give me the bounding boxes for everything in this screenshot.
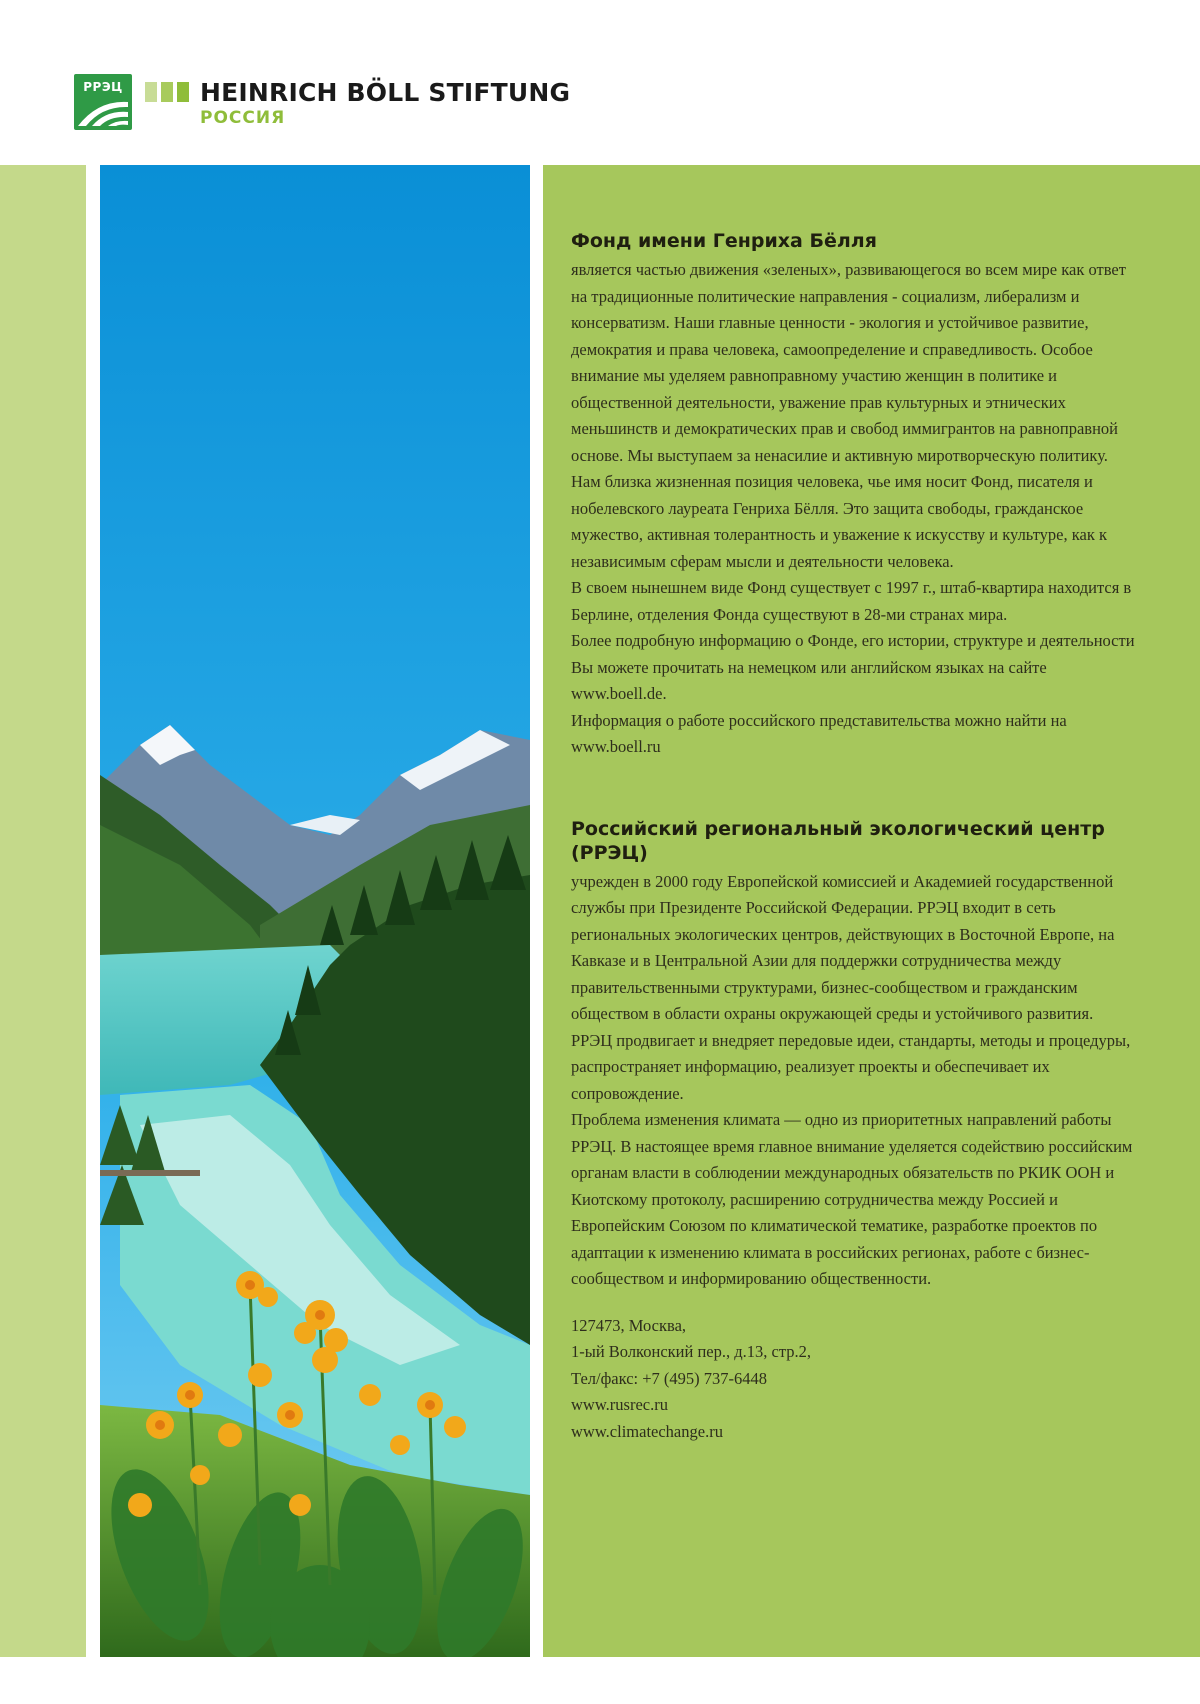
section2-paragraph: Проблема изменения климата — одно из приоритетных направлений работы РРЭЦ. В настоящее время главное внимание уделяется содействию российским органам власти в соблюдении международных обязательств по РКИК ООН и Киотскому протоколу, расширению сотрудничества между Россией и Европейским Союзом по климатической тематике, разработке проектов по адаптации к изменению климата в российских регионах, работе с бизнес-сообществом и информированию общественности. xyxy=(571,1110,1133,1288)
section1-title: Фонд имени Генриха Бёлля xyxy=(571,230,877,252)
section1-paragraph: Нам близка жизненная позиция человека, чье имя носит Фонд, писателя и нобелевского лауреата Генриха Бёлля. Это защита свободы, гражданское мужество, активная толерантность и уважение к искусству и культуре, как к независимым сферам мысли и деятельности человека. xyxy=(571,472,1108,571)
section1-paragraph: В своем нынешнем виде Фонд существует с 1997 г., штаб-квартира находится в Берлине, отделения Фонда существуют в 28-ми странах мира. xyxy=(571,578,1132,624)
boll-subtitle: РОССИЯ xyxy=(200,108,286,128)
section2-paragraph: учрежден в 2000 году Европейской комиссией и Академией государственной службы при Президенте Российской Федерации. РРЭЦ входит в сеть региональных экологических центров, действующих в Восточной Европе, на Кавказе и в Центральной Азии для поддержки сотрудничества между правительственными структурами, бизнес-сообществом и гражданским обществом в области охраны окружающей среды и устойчивого развития. xyxy=(571,871,1115,1023)
contact-site-climatechange[interactable]: www.climatechange.ru xyxy=(571,1421,723,1441)
text-panel xyxy=(543,165,1200,1657)
rrec-logo xyxy=(74,74,132,130)
section2-paragraph: РРЭЦ продвигает и внедряет передовые идеи, стандарты, методы и процедуры, распространяет информацию, реализует проекты и обеспечивает их сопровождение. xyxy=(571,1030,1131,1103)
section2-title: Российский региональный экологический центр (РРЭЦ) xyxy=(571,817,1105,864)
contact-phone: Тел/факс: +7 (495) 737-6448 xyxy=(571,1368,768,1388)
section1-paragraph: является частью движения «зеленых», развивающегося во всем мире как ответ на традиционные политические направления - социализм, либерализм и консерватизм. Наши главные ценности - экология и устойчивое развитие, демократия и права человека, самоопределение и справедливость. Особое внимание мы уделяем равноправному участию женщин в политике и общественной деятельности, уважение прав культурных и этнических меньшинств и демократических прав и свобод иммигрантов на равноправной основе. Мы выступаем за ненасилие и активную миротворческую политику. xyxy=(571,260,1126,465)
section1-paragraph: Более подробную информацию о Фонде, его истории, структуре и деятельности Вы можете прочитать на немецком или английском языках на сайте www.boell.de. xyxy=(571,631,1135,703)
contact-site-rusrec[interactable]: www.rusrec.ru xyxy=(571,1395,668,1414)
contact-block xyxy=(571,1313,1141,1446)
rrec-swoosh-icon xyxy=(78,98,128,126)
boll-title: HEINRICH BÖLL STIFTUNG xyxy=(200,78,571,107)
contact-postcode-city: 127473, Москва, xyxy=(571,1315,687,1335)
landscape-photo xyxy=(100,165,530,1657)
left-green-stripe xyxy=(0,165,86,1657)
rrec-logo-text: РРЭЦ xyxy=(83,80,123,94)
contact-street: 1-ый Волконский пер., д.13, стр.2, xyxy=(571,1342,811,1361)
section1-paragraph: Информация о работе российского представительства можно найти на www.boell.ru xyxy=(571,710,1067,756)
boll-squares-icon xyxy=(145,82,193,102)
